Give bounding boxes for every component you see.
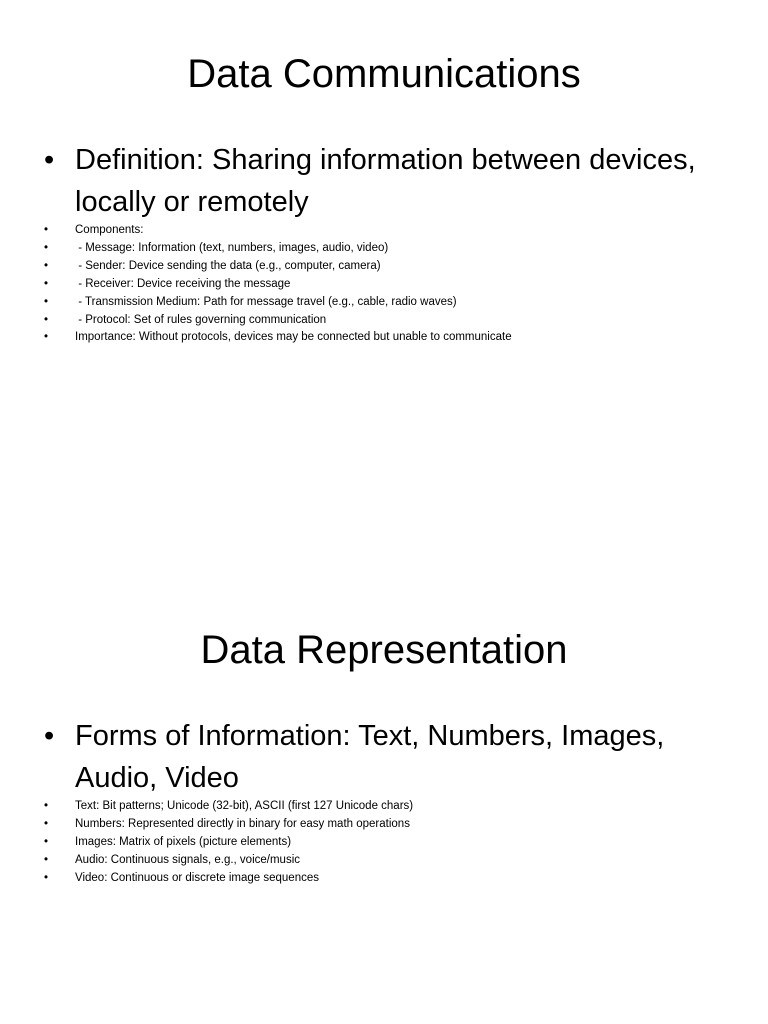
bullet-icon: • [44, 259, 49, 272]
list-item: • Importance: Without protocols, devices may be connected but unable to communicate [44, 329, 734, 347]
list-item: • Components: [44, 222, 734, 240]
bullet-icon: • [44, 241, 49, 254]
main-bullet-text: Definition: Sharing information between devices, locally or remotely [75, 144, 696, 218]
bullet-icon: • [44, 800, 49, 812]
bullet-icon: • [44, 853, 49, 866]
bullet-icon: • [44, 331, 49, 344]
slide-title: Data Communications [187, 52, 581, 96]
list-item: • Numbers: Represented directly in binary for easy math operations [44, 816, 734, 834]
bullet-icon: • [44, 144, 55, 176]
list-item: • Video: Continuous or discrete image sequences [44, 870, 734, 888]
list-item: • - Transmission Medium: Path for message travel (e.g., cable, radio waves) [44, 294, 734, 312]
bullet-icon: • [44, 313, 49, 326]
bullet-icon: • [44, 224, 49, 236]
list-item: • Text: Bit patterns; Unicode (32-bit), ASCII (first 127 Unicode chars) [44, 798, 734, 816]
list-item: • - Message: Information (text, numbers, images, audio, video) [44, 240, 734, 258]
sub-bullet-list [44, 798, 734, 888]
sub-bullet-list [44, 222, 734, 347]
list-item: • Audio: Continuous signals, e.g., voice/music [44, 852, 734, 870]
list-item: • - Receiver: Device receiving the message [44, 276, 734, 294]
bullet-icon: • [44, 835, 49, 848]
bullet-icon: • [44, 277, 49, 290]
bullet-icon: • [44, 817, 49, 830]
list-item: • Images: Matrix of pixels (picture elements) [44, 834, 734, 852]
bullet-icon: • [44, 295, 49, 308]
slide-title: Data Representation [200, 628, 568, 672]
bullet-icon: • [44, 871, 49, 884]
slide-data-representation [0, 576, 768, 1024]
list-item: • - Sender: Device sending the data (e.g., computer, camera) [44, 258, 734, 276]
bullet-icon: • [44, 720, 55, 752]
list-item: • - Protocol: Set of rules governing communication [44, 312, 734, 330]
main-bullet-text: Forms of Information: Text, Numbers, Images, Audio, Video [75, 720, 665, 794]
main-bullet [44, 715, 734, 799]
main-bullet [44, 139, 734, 223]
